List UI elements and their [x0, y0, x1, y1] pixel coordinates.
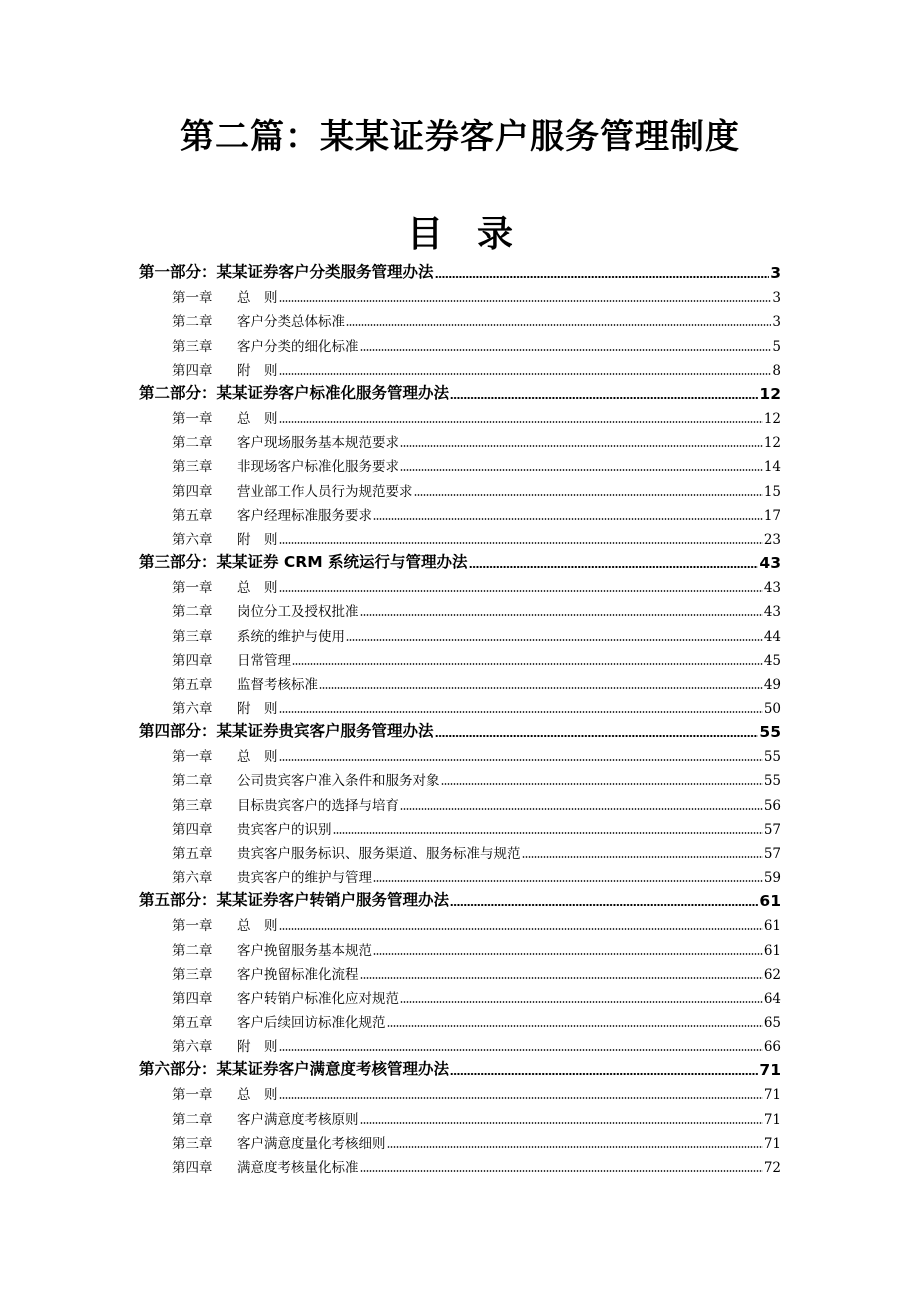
toc-chapter-entry[interactable]: [139, 765, 781, 789]
toc-entry-title: 公司贵宾客户准入条件和服务对象: [237, 773, 440, 790]
toc-chapter-number: 第二章: [172, 604, 213, 621]
toc-page-number: 3: [772, 314, 781, 331]
toc-page-number: 3: [772, 290, 781, 307]
toc-chapter-number: 第二章: [172, 1111, 213, 1128]
toc-chapter-entry[interactable]: [139, 500, 781, 524]
toc-chapter-entry[interactable]: [139, 403, 781, 427]
toc-page-number: 71: [759, 1061, 781, 1080]
toc-page-number: 61: [763, 918, 781, 935]
toc-page-number: 3: [770, 264, 781, 283]
toc-entry-title: 贵宾客户服务标识、服务渠道、服务标准与规范: [237, 845, 521, 862]
toc-chapter-entry[interactable]: [139, 693, 781, 717]
toc-page-number: 43: [763, 604, 781, 621]
toc-chapter-entry[interactable]: [139, 596, 781, 620]
toc-dot-leader: [279, 1049, 763, 1051]
toc-chapter-entry[interactable]: [139, 427, 781, 451]
toc-page-number: 55: [759, 723, 781, 742]
toc-entry-title: 第四部分：某某证券贵宾客户服务管理办法: [139, 722, 434, 741]
toc-chapter-number: 第四章: [172, 483, 213, 500]
toc-entry-title: 第三部分：某某证券 CRM 系统运行与管理办法: [139, 553, 468, 572]
toc-chapter-number: 第六章: [172, 700, 213, 717]
toc-page-number: 59: [763, 870, 781, 887]
toc-dot-leader: [279, 759, 763, 761]
toc-chapter-number: 第一章: [172, 749, 213, 766]
toc-dot-leader: [279, 590, 763, 592]
toc-chapter-entry[interactable]: [139, 814, 781, 838]
toc-chapter-number: 第三章: [172, 966, 213, 983]
toc-page-number: 62: [763, 966, 781, 983]
toc-page-number: 55: [763, 749, 781, 766]
toc-entry-title: 总 则: [237, 918, 278, 935]
toc-part-entry[interactable]: [139, 717, 781, 741]
toc-entry-title: 总 则: [237, 749, 278, 766]
toc-dot-leader: [360, 614, 763, 616]
toc-chapter-entry[interactable]: [139, 741, 781, 765]
toc-page-number: 72: [763, 1159, 781, 1176]
toc-chapter-entry[interactable]: [139, 1103, 781, 1127]
toc-part-entry[interactable]: [139, 886, 781, 910]
toc-entry-title: 日常管理: [237, 652, 291, 669]
toc-chapter-entry[interactable]: [139, 306, 781, 330]
toc-page-number: 56: [763, 797, 781, 814]
toc-entry-title: 客户后续回访标准化规范: [237, 1015, 386, 1031]
toc-entry-title: 附 则: [237, 362, 278, 379]
toc-chapter-number: 第二章: [172, 942, 213, 959]
toc-dot-leader: [373, 953, 763, 955]
toc-dot-leader: [319, 687, 763, 689]
toc-chapter-entry[interactable]: [139, 645, 781, 669]
toc-entry-title: 客户分类总体标准: [237, 314, 345, 331]
toc-chapter-number: 第三章: [172, 1135, 213, 1152]
toc-page-number: 12: [763, 411, 781, 428]
toc-chapter-entry[interactable]: [139, 959, 781, 983]
page-title: 第二篇：某某证券客户服务管理制度: [180, 117, 740, 157]
toc-page-number: 15: [763, 483, 781, 500]
toc-dot-leader: [387, 1025, 763, 1027]
toc-chapter-number: 第四章: [172, 821, 213, 838]
toc-dot-leader: [400, 445, 763, 447]
toc-entry-title: 目标贵宾客户的选择与培育: [237, 797, 399, 814]
toc-chapter-number: 第三章: [172, 459, 213, 476]
toc-entry-title: 附 则: [237, 531, 278, 548]
toc-chapter-entry[interactable]: [139, 862, 781, 886]
toc-entry-title: 附 则: [237, 1039, 278, 1056]
toc-entry-title: 客户挽留标准化流程: [237, 966, 359, 983]
toc-chapter-entry[interactable]: [139, 620, 781, 644]
toc-page-number: 17: [763, 507, 781, 524]
toc-page-number: 8: [772, 362, 781, 379]
toc-entry-title: 贵宾客户的识别: [237, 821, 332, 838]
toc-dot-leader: [450, 904, 758, 906]
toc-chapter-entry[interactable]: [139, 838, 781, 862]
toc-dot-leader: [279, 421, 763, 423]
toc-entry-title: 岗位分工及授权批准: [237, 604, 359, 621]
toc-part-entry[interactable]: [139, 1055, 781, 1079]
toc-chapter-entry[interactable]: [139, 1007, 781, 1031]
toc-chapter-entry[interactable]: [139, 934, 781, 958]
toc-chapter-number: 第四章: [172, 362, 213, 379]
toc-chapter-number: 第五章: [172, 845, 213, 862]
toc-chapter-entry[interactable]: [139, 1031, 781, 1055]
toc-chapter-number: 第二章: [172, 435, 213, 452]
toc-chapter-number: 第二章: [172, 314, 213, 331]
toc-dot-leader: [279, 300, 772, 302]
toc-part-entry[interactable]: [139, 379, 781, 403]
toc-page-number: 43: [763, 580, 781, 597]
toc-chapter-entry[interactable]: [139, 1079, 781, 1103]
toc-page-number: 12: [763, 435, 781, 452]
toc-dot-leader: [373, 880, 763, 882]
toc-chapter-entry[interactable]: [139, 983, 781, 1007]
toc-page-number: 44: [763, 628, 781, 645]
toc-entry-title: 满意度考核量化标准: [237, 1159, 359, 1176]
toc-chapter-number: 第五章: [172, 507, 213, 524]
toc-chapter-number: 第三章: [172, 797, 213, 814]
toc-page-number: 66: [763, 1039, 781, 1056]
toc-entry-title: 总 则: [237, 1087, 278, 1104]
toc-dot-leader: [441, 783, 763, 785]
toc-chapter-entry[interactable]: [139, 669, 781, 693]
toc-page-number: 71: [763, 1135, 781, 1152]
toc-chapter-entry[interactable]: [139, 451, 781, 475]
toc-page-number: 5: [772, 338, 781, 355]
toc-entry-title: 客户转销户标准化应对规范: [237, 990, 399, 1007]
toc-dot-leader: [387, 1146, 763, 1148]
toc-heading: 目录: [406, 214, 547, 255]
toc-entry-title: 第五部分：某某证券客户转销户服务管理办法: [139, 891, 450, 910]
toc-page-number: 64: [763, 990, 781, 1007]
toc-chapter-number: 第四章: [172, 1159, 213, 1176]
toc-part-entry[interactable]: [139, 258, 781, 282]
toc-chapter-entry[interactable]: [139, 789, 781, 813]
toc-chapter-entry[interactable]: [139, 355, 781, 379]
toc-chapter-number: 第五章: [172, 1015, 213, 1031]
toc-page-number: 43: [759, 554, 781, 573]
toc-page-number: 61: [763, 942, 781, 959]
toc-dot-leader: [360, 349, 772, 351]
toc-chapter-entry[interactable]: [139, 1152, 781, 1176]
toc-entry-title: 总 则: [237, 580, 278, 597]
toc-page-number: 45: [763, 652, 781, 669]
toc-chapter-number: 第三章: [172, 338, 213, 355]
toc-page-number: 49: [763, 676, 781, 693]
toc-chapter-entry[interactable]: [139, 282, 781, 306]
toc-page-number: 23: [763, 531, 781, 548]
toc-dot-leader: [279, 542, 763, 544]
toc-chapter-number: 第一章: [172, 411, 213, 428]
toc-entry-title: 第六部分：某某证券客户满意度考核管理办法: [139, 1060, 450, 1079]
toc-chapter-number: 第二章: [172, 773, 213, 790]
toc-entry-title: 营业部工作人员行为规范要求: [237, 483, 413, 500]
toc-chapter-entry[interactable]: [139, 475, 781, 499]
toc-dot-leader: [373, 518, 763, 520]
toc-dot-leader: [360, 1170, 763, 1172]
toc-entry-title: 第一部分：某某证券客户分类服务管理办法: [139, 263, 434, 282]
toc-page-number: 61: [759, 892, 781, 911]
toc-dot-leader: [360, 1122, 763, 1124]
toc-entry-title: 客户挽留服务基本规范: [237, 942, 372, 959]
toc-entry-title: 总 则: [237, 290, 278, 307]
toc-page-number: 55: [763, 773, 781, 790]
toc-entry-title: 总 则: [237, 411, 278, 428]
toc-page-number: 57: [763, 845, 781, 862]
toc-entry-title: 客户现场服务基本规范要求: [237, 435, 399, 452]
toc-page-number: 50: [763, 700, 781, 717]
toc-dot-leader: [450, 1073, 758, 1075]
toc-dot-leader: [346, 324, 771, 326]
toc-dot-leader: [400, 1001, 763, 1003]
toc-dot-leader: [292, 663, 763, 665]
toc-page-number: 57: [763, 821, 781, 838]
toc-chapter-number: 第一章: [172, 580, 213, 597]
table-of-contents: [139, 258, 781, 1176]
toc-dot-leader: [279, 1097, 763, 1099]
toc-page-number: 71: [763, 1111, 781, 1128]
toc-entry-title: 系统的维护与使用: [237, 628, 345, 645]
toc-chapter-entry[interactable]: [139, 524, 781, 548]
toc-page-number: 12: [759, 384, 781, 403]
toc-chapter-number: 第五章: [172, 676, 213, 693]
toc-entry-title: 附 则: [237, 700, 278, 717]
toc-dot-leader: [360, 977, 763, 979]
toc-chapter-entry[interactable]: [139, 572, 781, 596]
toc-dot-leader: [279, 373, 772, 375]
toc-entry-title: 第二部分：某某证券客户标准化服务管理办法: [139, 383, 450, 402]
toc-dot-leader: [414, 494, 763, 496]
toc-entry-title: 客户分类的细化标准: [237, 338, 359, 355]
toc-chapter-entry[interactable]: [139, 1128, 781, 1152]
toc-dot-leader: [333, 832, 763, 834]
toc-chapter-number: 第四章: [172, 990, 213, 1007]
toc-chapter-entry[interactable]: [139, 330, 781, 354]
toc-entry-title: 客户满意度量化考核细则: [237, 1135, 386, 1152]
toc-dot-leader: [450, 397, 758, 399]
toc-dot-leader: [400, 808, 763, 810]
toc-chapter-number: 第一章: [172, 918, 213, 935]
toc-chapter-number: 第一章: [172, 290, 213, 307]
toc-entry-title: 客户经理标准服务要求: [237, 507, 372, 524]
toc-dot-leader: [400, 469, 763, 471]
toc-dot-leader: [469, 566, 759, 568]
toc-entry-title: 客户满意度考核原则: [237, 1111, 359, 1128]
toc-chapter-number: 第四章: [172, 652, 213, 669]
toc-page-number: 14: [763, 459, 781, 476]
toc-page-number: 65: [763, 1015, 781, 1031]
toc-chapter-number: 第一章: [172, 1087, 213, 1104]
toc-page-number: 71: [763, 1087, 781, 1104]
toc-entry-title: 贵宾客户的维护与管理: [237, 870, 372, 887]
toc-entry-title: 监督考核标准: [237, 676, 318, 693]
toc-chapter-number: 第三章: [172, 628, 213, 645]
toc-dot-leader: [435, 735, 759, 737]
toc-chapter-number: 第六章: [172, 531, 213, 548]
toc-chapter-number: 第六章: [172, 870, 213, 887]
toc-chapter-number: 第六章: [172, 1039, 213, 1056]
toc-part-entry[interactable]: [139, 548, 781, 572]
toc-dot-leader: [435, 276, 770, 278]
toc-dot-leader: [279, 711, 763, 713]
toc-entry-title: 非现场客户标准化服务要求: [237, 459, 399, 476]
toc-chapter-entry[interactable]: [139, 910, 781, 934]
toc-dot-leader: [346, 639, 763, 641]
toc-dot-leader: [279, 928, 763, 930]
toc-dot-leader: [522, 856, 763, 858]
